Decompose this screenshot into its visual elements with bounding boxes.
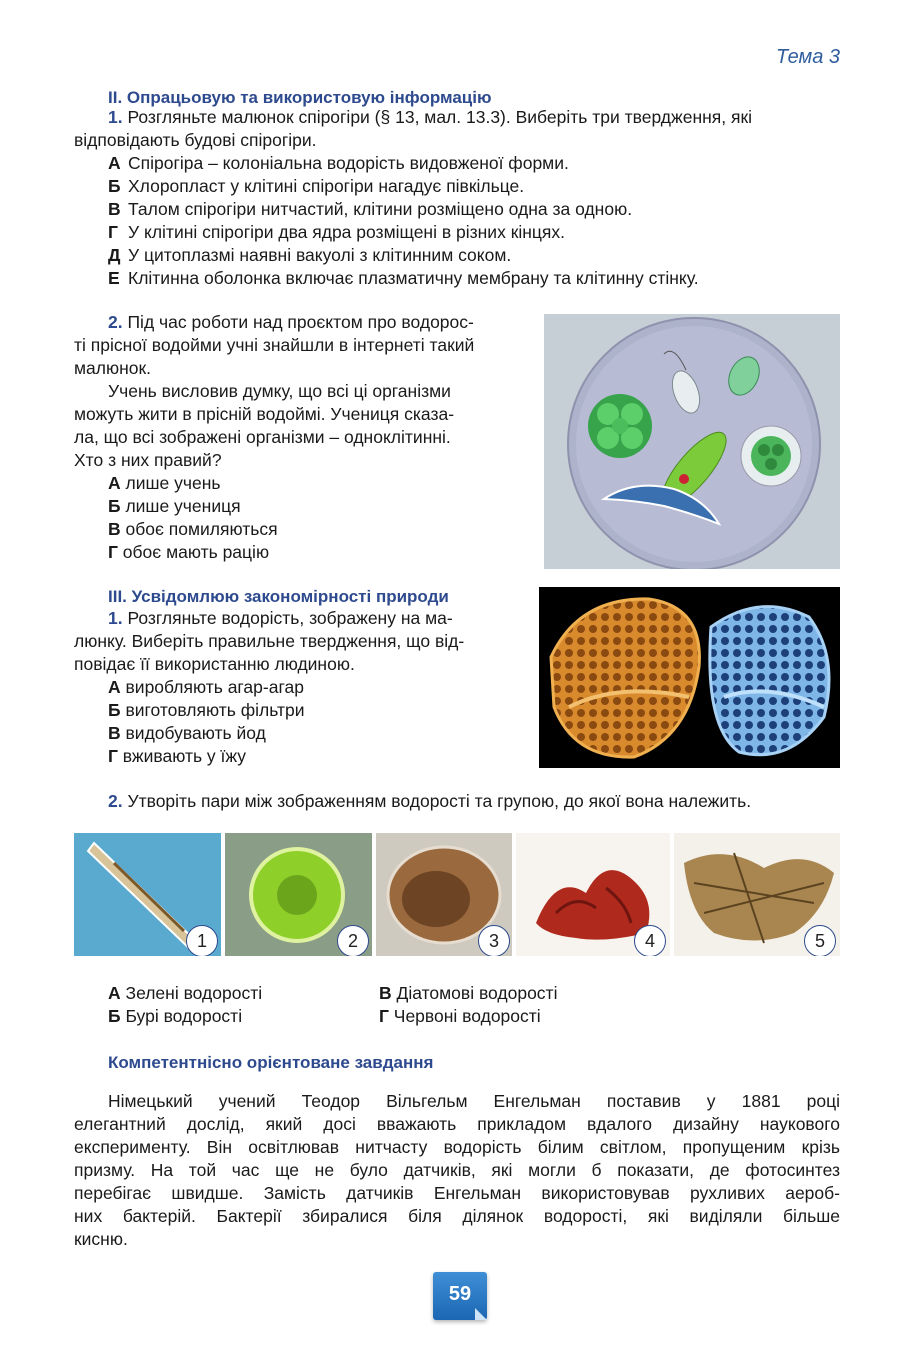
option-e: Е Клітинна оболонка включає плазматичну мембрану та клітинну стінку. xyxy=(108,268,699,288)
algae-image-4 xyxy=(516,833,670,956)
image-number-badge: 1 xyxy=(186,925,218,956)
page-number: 59 xyxy=(433,1272,487,1320)
task1-options xyxy=(74,152,844,290)
task2-num: 2. xyxy=(108,791,123,811)
algae-image-1 xyxy=(74,833,221,956)
algae-image-3 xyxy=(376,833,512,956)
section2-heading: ІІ. Опрацьовую та використовую інформацію xyxy=(108,88,492,107)
option-b: Б Хлоропласт у клітині спірогіри нагадує півкільце. xyxy=(108,176,525,196)
task1-text: 1. Розгляньте малюнок спірогіри (§ 13, мал. 13.3). Виберіть три твердження, які xyxy=(108,107,752,127)
option-v: В видобувають йод xyxy=(108,723,266,743)
image-number-badge: 3 xyxy=(478,925,510,956)
task1-num: 1. xyxy=(108,608,123,628)
option-g: Г вживають у їжу xyxy=(108,746,247,766)
image-number-badge: 5 xyxy=(804,925,836,956)
option-a: А лише учень xyxy=(108,473,221,493)
group-g: Г Червоні водорості xyxy=(379,1006,541,1026)
image-number-badge: 2 xyxy=(337,925,369,956)
image-number-badge: 4 xyxy=(634,925,666,956)
algae-image-5 xyxy=(674,833,840,956)
group-v: В Діатомові водорості xyxy=(379,983,558,1003)
option-g: Г У клітині спірогіри два ядра розміщені в різних кінцях. xyxy=(108,222,566,242)
task1-num: 1. xyxy=(108,107,123,127)
groups-left xyxy=(108,982,262,1028)
section2-task1 xyxy=(74,106,844,290)
task2-num: 2. xyxy=(108,312,123,332)
competence-heading: Компетентнісно орієнтоване завдання xyxy=(108,1053,434,1072)
section3-task1: 1. Розгляньте водорість, зображену на ма- люнку. Виберіть правильне твердження, що від- повідає її використанню людиною. А виробляють агар-агар Б виготовляють фільтри В видобувають йод Г вживають у їжу xyxy=(74,607,517,768)
option-a: А Спірогіра – колоніальна водорість видовженої форми. xyxy=(108,153,569,173)
section2-task2: 2. Під час роботи над проєктом про водорос- ті прісної водойми учні знайшли в інтернеті такий малюнок. Учень висловив думку, що всі ці організми можуть жити в прісній водоймі. Учениця сказа- ла, що всі зображені організми – одноклітинні. Хто з них правий? А лише учень Б лише учениця В обоє помиляються Г обоє мають рацію xyxy=(74,311,521,564)
competence-text: Німецький учений Теодор Вільгельм Енгельман поставив у 1881 році елегантний дослід, який досі вважають прикладом вдалого дизайну наукового експерименту. Він освітлював нитчасту водорість білим світлом, пропущеним крізь призму. На той час ще не було датчиків, які могли б показати, де фотосинтез перебігає швидше. Замість датчиків Енгельман використовував рухливих аероб- них бактерій. Бактерії збиралися біля ділянок водорості, які виділяли більше кисню. xyxy=(74,1091,840,1249)
option-a: А виробляють агар-агар xyxy=(108,677,304,697)
group-a: А Зелені водорості xyxy=(108,983,263,1003)
algae-image-strip xyxy=(74,833,840,956)
section3-heading: ІІІ. Усвідомлюю закономірності природи xyxy=(108,587,449,606)
section3-task2: 2. Утворіть пари між зображенням водорості та групою, до якої вона належить. xyxy=(108,791,752,811)
section3-task1-options xyxy=(74,676,517,768)
option-b: Б виготовляють фільтри xyxy=(108,700,305,720)
theme-label: Тема 3 xyxy=(776,46,840,68)
group-b: Б Бурі водорості xyxy=(108,1006,243,1026)
task1-text-cont: відповідають будові спірогіри. xyxy=(74,130,317,150)
groups-right xyxy=(379,982,557,1028)
option-g: Г обоє мають рацію xyxy=(108,542,270,562)
option-b: Б лише учениця xyxy=(108,496,241,516)
microorganisms-image xyxy=(544,314,840,569)
algae-image-2 xyxy=(225,833,372,956)
option-d: Д У цитоплазмі наявні вакуолі з клітинним соком. xyxy=(108,245,512,265)
diatom-image xyxy=(539,587,840,768)
task2-options xyxy=(74,472,521,564)
option-v: В Талом спірогіри нитчастий, клітини розміщено одна за одною. xyxy=(108,199,633,219)
option-v: В обоє помиляються xyxy=(108,519,278,539)
